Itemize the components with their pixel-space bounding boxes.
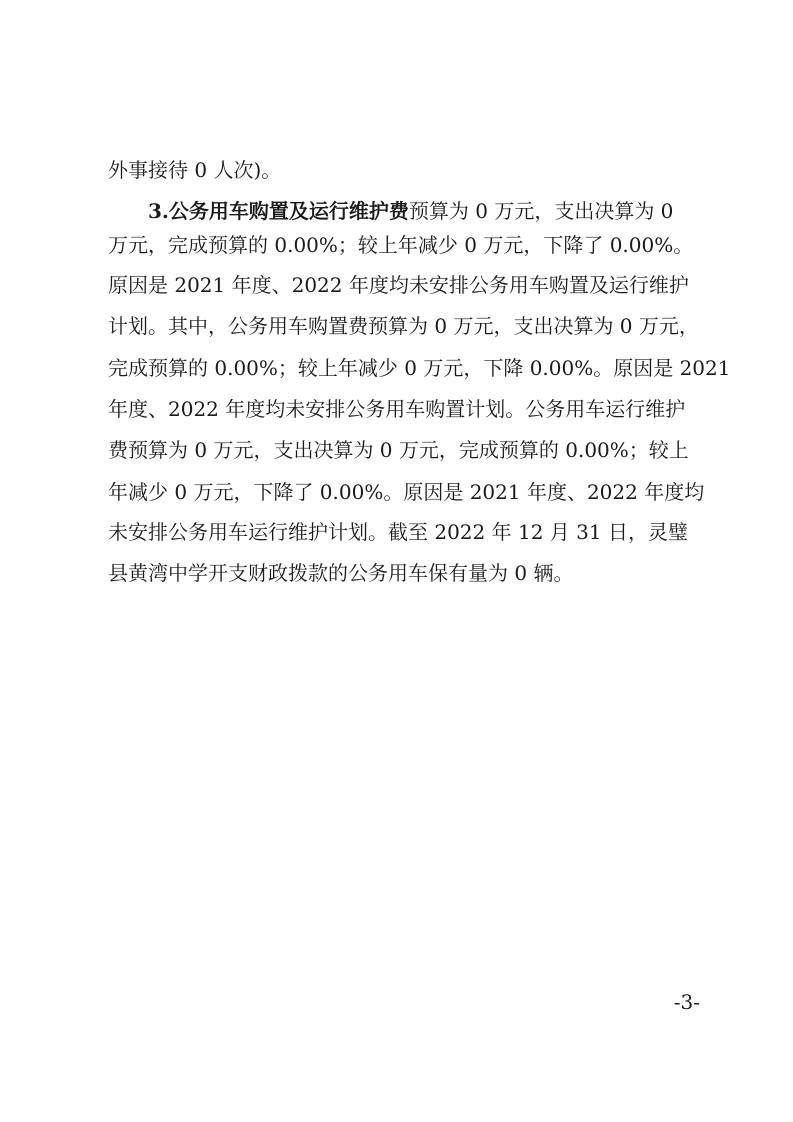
paragraph-line: 未安排公务用车运行维护计划。截至 2022 年 12 月 31 日，灵璧: [108, 520, 688, 544]
page-number: -3-: [673, 990, 700, 1014]
paragraph-line: 外事接待 0 人次)。: [108, 158, 282, 182]
section-heading: 3.公务用车购置及运行维护费: [148, 199, 409, 223]
paragraph-line: 费预算为 0 万元，支出决算为 0 万元，完成预算的 0.00%；较上: [108, 438, 689, 462]
paragraph-line: 万元，完成预算的 0.00%；较上年减少 0 万元，下降了 0.00%。: [108, 233, 694, 257]
paragraph-line-text: 预算为 0 万元，支出决算为 0: [408, 199, 674, 223]
paragraph-line: 年减少 0 万元，下降了 0.00%。原因是 2021 年度、2022 年度均: [108, 480, 705, 504]
paragraph-line: 计划。其中，公务用车购置费预算为 0 万元，支出决算为 0 万元，: [108, 314, 699, 338]
paragraph-first-line: [148, 198, 698, 224]
paragraph-line: 完成预算的 0.00%；较上年减少 0 万元，下降 0.00%。原因是 2021: [108, 356, 731, 380]
paragraph-line: 年度、2022 年度均未安排公务用车购置计划。公务用车运行维护: [108, 397, 686, 421]
paragraph-line: 原因是 2021 年度、2022 年度均未安排公务用车购置及运行维护: [108, 273, 689, 297]
paragraph-line: 县黄湾中学开支财政拨款的公务用车保有量为 0 辆。: [108, 561, 574, 585]
